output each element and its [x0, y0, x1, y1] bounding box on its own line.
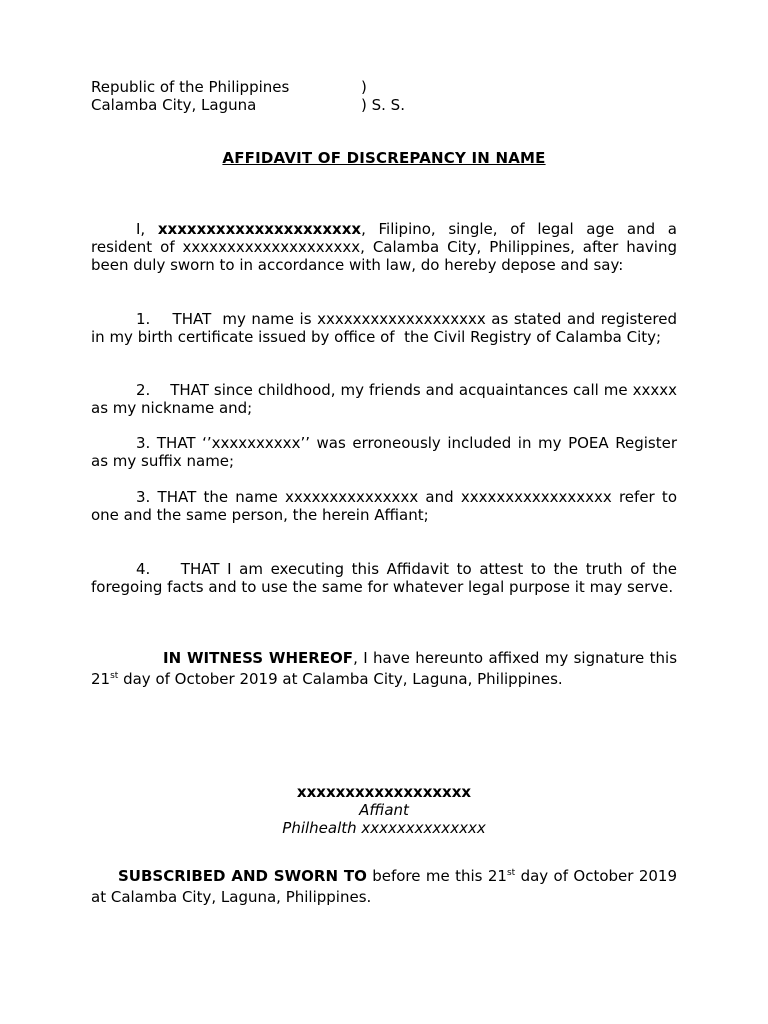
- venue-bracket: ): [361, 78, 367, 96]
- document-title: AFFIDAVIT OF DISCREPANCY IN NAME: [222, 149, 546, 167]
- item-3b: 3. THAT the name xxxxxxxxxxxxxxx and xxxxxxxxxxxxxxxxx refer to one and the same person, the herein Affiant;: [91, 488, 682, 525]
- item-1: 1. THAT my name is xxxxxxxxxxxxxxxxxxx as stated and registered in my birth certificate issued by office of the Civil Registry of Calamba City;: [91, 310, 682, 347]
- item-4: 4. THAT I am executing this Affidavit to attest to the truth of the foregoing facts and to use the same for whatever legal purpose it may serve.: [91, 560, 682, 597]
- philhealth-id: Philhealth xxxxxxxxxxxxxx: [282, 819, 486, 837]
- witness-text-b: day of October 2019 at Calamba City, Laguna, Philippines.: [118, 670, 563, 688]
- item-3a: 3. THAT ‘’xxxxxxxxxx’’ was erroneously included in my POEA Register as my suffix name;: [91, 434, 682, 471]
- venue-block: [91, 78, 405, 114]
- venue-line-1: [91, 78, 367, 96]
- witness-lead: IN WITNESS WHEREOF: [163, 649, 354, 667]
- item-2: 2. THAT since childhood, my friends and acquaintances call me xxxxx as my nickname and;: [91, 381, 682, 418]
- jurat-lead: SUBSCRIBED AND SWORN TO: [118, 867, 367, 885]
- intro-text: , Filipino, single, of legal age and a resident of xxxxxxxxxxxxxxxxxxxx, Calamba City, Philippines, after having been duly sworn to in accordance with law, do hereby depose and say:: [91, 220, 677, 275]
- intro-paragraph: [91, 220, 677, 275]
- signature-block: [91, 783, 677, 837]
- jurat-text-a: before me this 21: [366, 867, 507, 885]
- venue-country: Republic of the Philippines: [91, 78, 290, 96]
- venue-city: Calamba City, Laguna: [91, 96, 257, 114]
- venue-ss: ) S. S.: [361, 96, 405, 114]
- witness-sup: st: [110, 671, 119, 681]
- affiant-name-intro: xxxxxxxxxxxxxxxxxxxxx: [157, 220, 362, 238]
- affiant-name: xxxxxxxxxxxxxxxxxx: [296, 783, 472, 801]
- venue-line-2: [91, 96, 405, 114]
- jurat-sup: st: [506, 868, 516, 878]
- jurat-text-b: day of October 2019 at Calamba City, Laguna, Philippines.: [91, 867, 677, 906]
- witness-paragraph: [91, 648, 677, 690]
- intro-prefix: I,: [136, 220, 158, 238]
- affiant-label: Affiant: [359, 801, 409, 819]
- witness-text-a: , I have hereunto affixed my signature this 21: [91, 649, 678, 688]
- jurat-paragraph: [91, 866, 677, 908]
